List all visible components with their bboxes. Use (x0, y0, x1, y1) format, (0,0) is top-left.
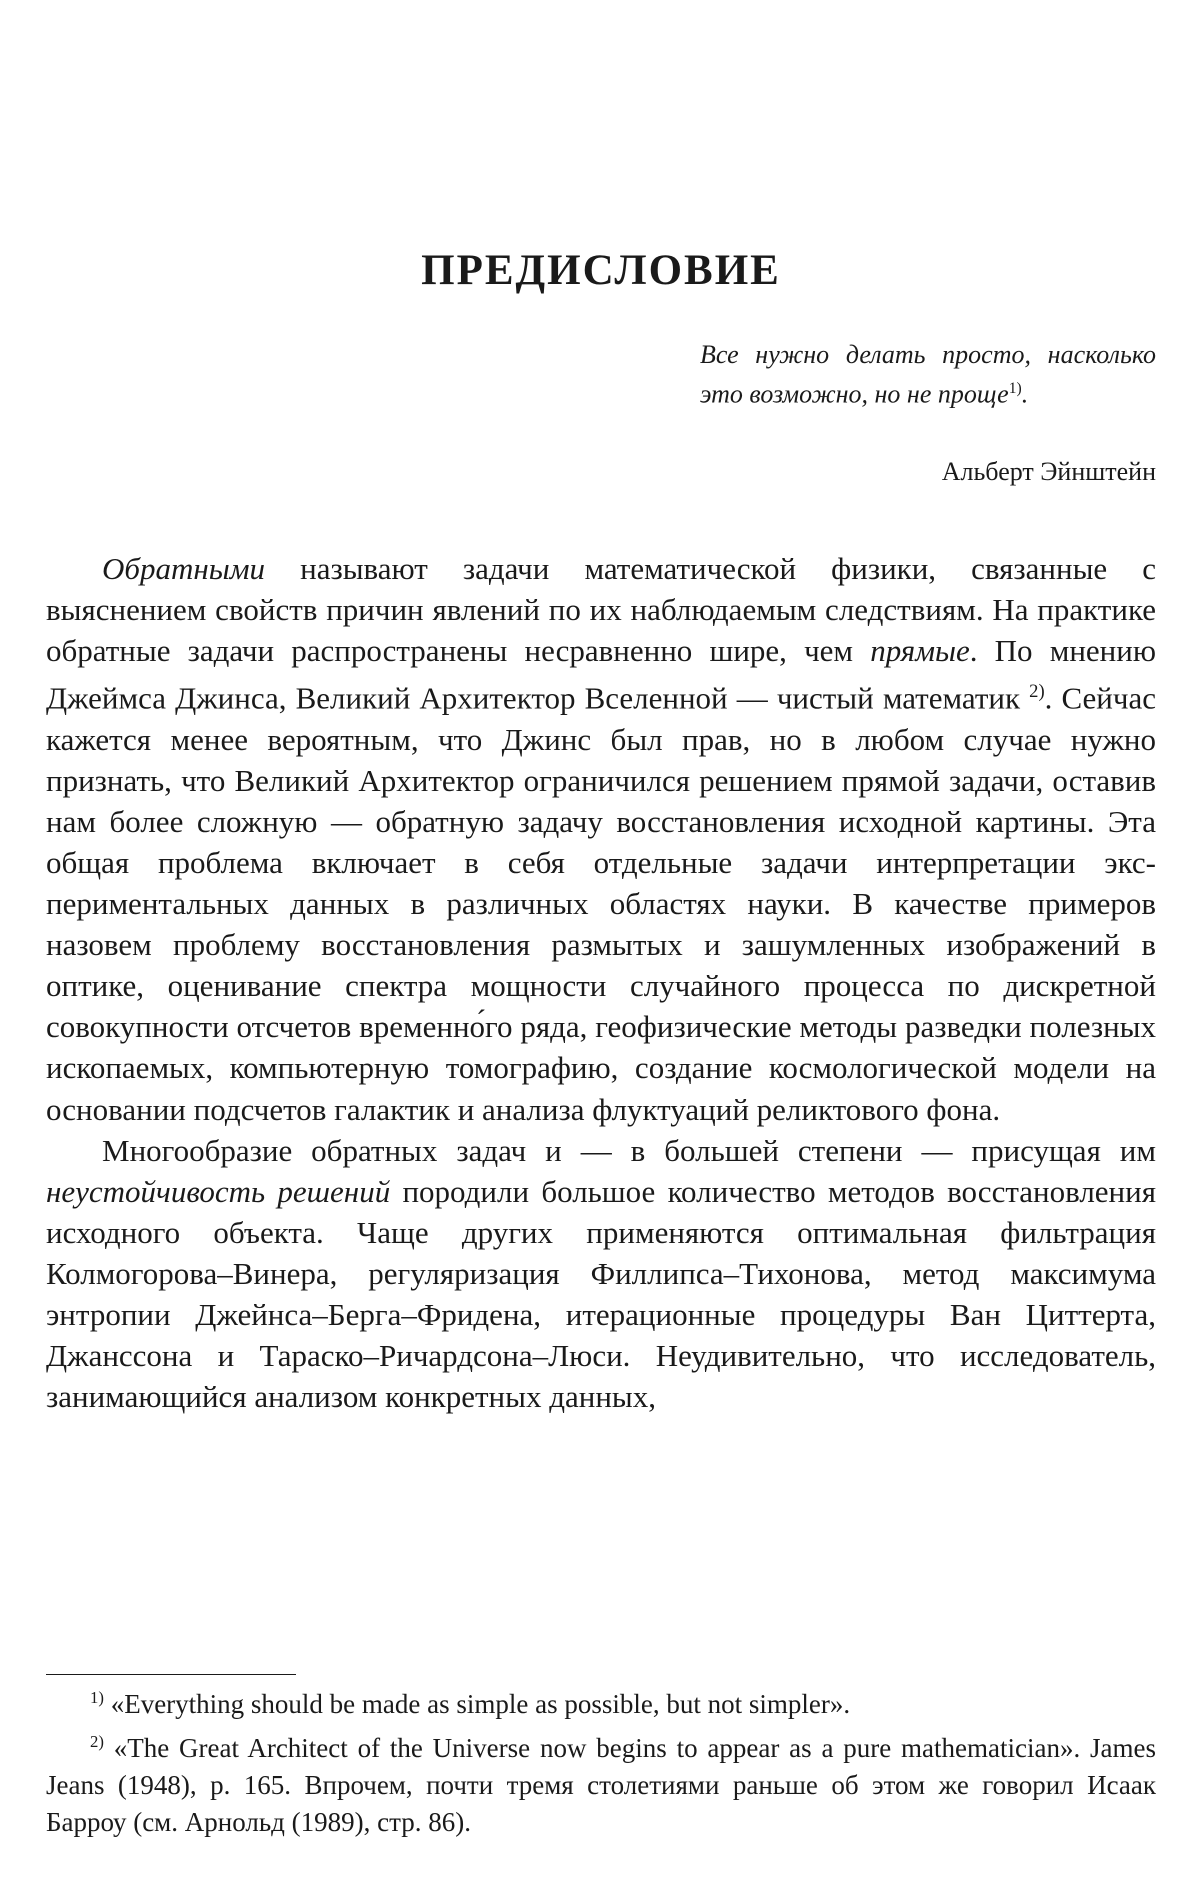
paragraph-2-text-b: породили большое количество методов восстановления исходного объекта. Чаще других применяются оптимальная фильтрация Колмогорова–Винера, регуляризация Филлипса–Тихонова, метод максимума энтропии Джейнса–Берга–Фридена, итерационные процедуры Ван Циттерта, Джанссона и Тараско–Ричардсона–Люси. Неудивительно, что исследователь, занимающийся анализом конкретных данных, (46, 1173, 1157, 1415)
paragraph-2-text-a: Многообразие обратных задач и — в большей степени — присущая им (102, 1132, 1156, 1168)
paragraph-1-text-c: . Сейчас кажется менее вероятным, что Джинс был прав, но в любом случае нужно признать, что Великий Архитектор ограничился решением прямой задачи, оставив нам более сложную — обратную задачу восстановления исходной картины. Эта общая проблема включает в себя отдельные задачи интерпретации экспериментальных данных в различных областях науки. В качестве примеров назовем проблему восстановления размытых и зашумленных изображений в оптике, оценивание спектра мощности случайного процесса по дискретной совокупности отсчетов временно́го ряда, геофизические методы разведки полезных ископаемых, компьютерную томографию, создание космологической модели на основании подсчетов галактик и анализа флуктуаций реликтового фона. (46, 680, 1156, 1127)
emphasis-direct: прямые (870, 633, 970, 669)
footnote-1 (46, 1679, 1156, 1723)
paragraph-1-text-a: называют задачи математической физики, связанные с выяснением свойств причин явлений по их наблюдаемым следствиям. На практике обратные задачи распространены несравненно шире, чем (46, 551, 1156, 669)
paragraph-1 (46, 548, 1156, 1130)
epigraph-footnote-mark: 1) (1008, 380, 1022, 397)
epigraph-end: . (1021, 379, 1029, 409)
body-text (46, 548, 1156, 1417)
footnote-2 (46, 1723, 1156, 1841)
footnote-1-mark: 1) (90, 1688, 104, 1707)
footnotes (46, 1679, 1156, 1841)
footnote-2-mark: 2) (90, 1732, 104, 1751)
page-title: ПРЕДИСЛОВИЕ (421, 247, 781, 294)
epigraph-author: Альберт Эйнштейн (941, 457, 1156, 486)
footnote-mark-2: 2) (1029, 681, 1045, 703)
page (46, 0, 1156, 1901)
epigraph (700, 338, 1156, 412)
footnote-2-text: «The Great Architect of the Universe now begins to appear as a pure mathematician». James Jeans (1948), p. 165. Впрочем, почти тремя столетиями раньше об этом же говорил Исаак Барроу (см. Арнольд (1989), стр. 86). (46, 1733, 1156, 1837)
emphasis-inverse: Обратными (102, 551, 266, 586)
paragraph-1-text-b: . По мнению Джеймса Джинса, Великий Архитектор Вселенной — чистый математик (46, 633, 1157, 716)
footnote-divider (46, 1674, 296, 1675)
emphasis-instability: неустойчивость решений (46, 1173, 391, 1209)
epigraph-text: Все нужно делать просто, насколько это возможно, но не проще (700, 340, 1156, 409)
footnote-1-text: «Everything should be made as simple as possible, but not simpler». (103, 1689, 851, 1719)
paragraph-2 (46, 1130, 1156, 1418)
